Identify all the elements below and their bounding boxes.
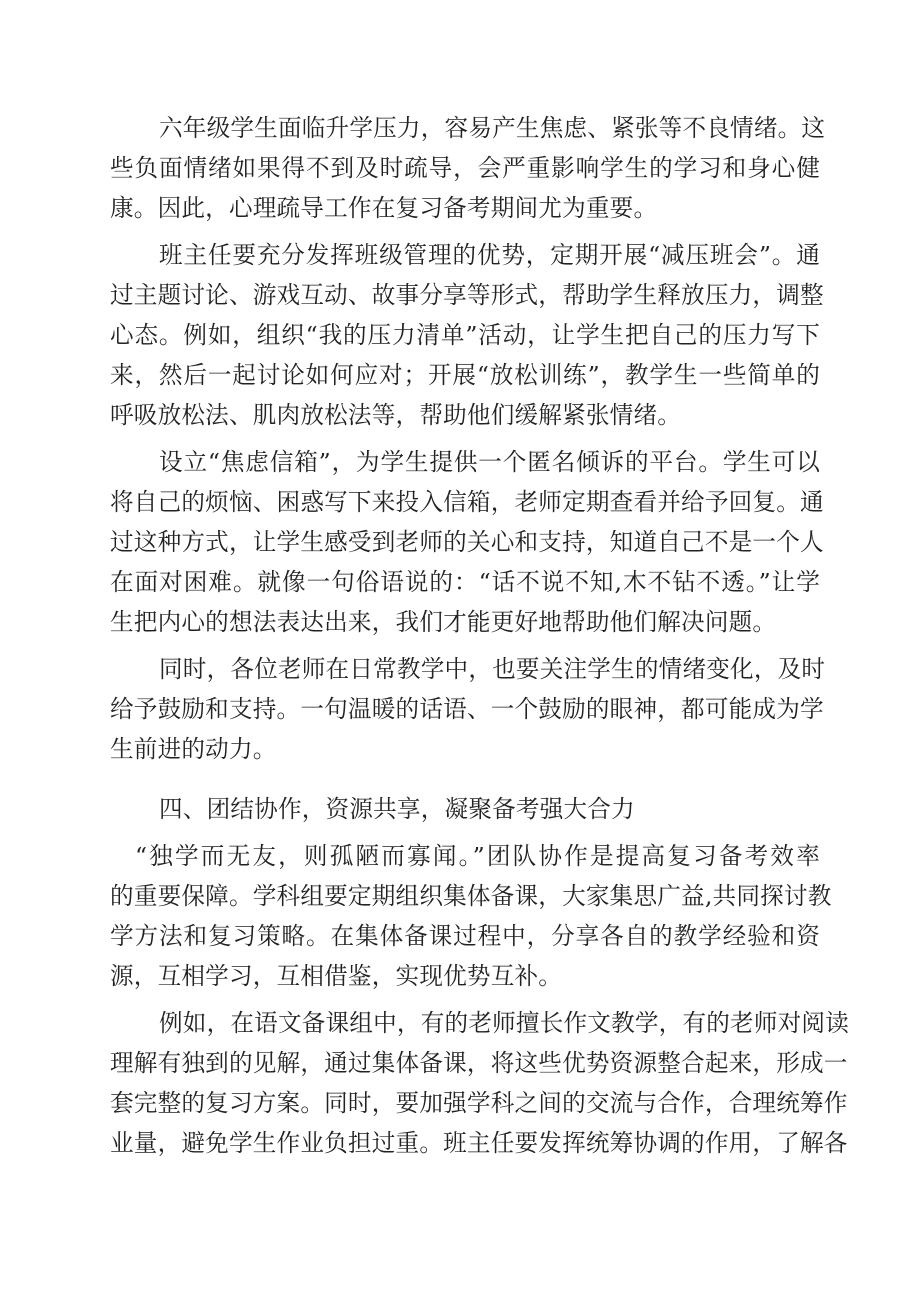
paragraph-2-line-2: 过主题讨论、游戏互动、故事分享等形式，帮助学生释放压力，调整	[110, 281, 824, 309]
paragraph-3-line-4: 在面对困难。就像一句俗语说的：“话不说不知,木不钻不透。”让学	[110, 568, 820, 596]
paragraph-2-line-5: 呼吸放松法、肌肉放松法等，帮助他们缓解紧张情绪。	[110, 401, 682, 429]
paragraph-6-line-1: 例如，在语文备课组中，有的老师擅长作文教学，有的老师对阅读	[159, 1009, 850, 1037]
paragraph-2-line-1: 班主任要充分发挥班级管理的优势，定期开展“减压班会”。通	[159, 241, 820, 269]
paragraph-1-line-2: 些负面情绪如果得不到及时疏导，会严重影响学生的学习和身心健	[110, 154, 820, 182]
paragraph-6-line-4: 业量，避免学生作业负担过重。班主任要发挥统筹协调的作用，了解各	[110, 1129, 848, 1157]
paragraph-1-line-3: 康。因此，心理疏导工作在复习备考期间尤为重要。	[110, 194, 658, 222]
paragraph-2-line-3: 心态。例如，组织“我的压力清单”活动，让学生把自己的压力写下	[110, 321, 820, 349]
paragraph-5-line-1: “独学而无友，则孤陋而寡闻。”团队协作是提高复习备考效率	[135, 842, 820, 870]
paragraph-6-line-3: 套完整的复习方案。同时，要加强学科之间的交流与合作，合理统筹作	[110, 1089, 848, 1117]
paragraph-4-line-3: 生前进的动力。	[110, 735, 277, 763]
paragraph-2-line-4: 来，然后一起讨论如何应对；开展“放松训练”，教学生一些简单的	[110, 361, 820, 389]
paragraph-5-line-4: 源，互相学习，互相借鉴，实现优势互补。	[110, 962, 563, 990]
paragraph-6-line-2: 理解有独到的见解，通过集体备课，将这些优势资源整合起来，形成一	[110, 1049, 848, 1077]
paragraph-4-line-2: 给予鼓励和支持。一句温暖的话语、一个鼓励的眼神，都可能成为学	[110, 695, 824, 723]
paragraph-5-line-2: 的重要保障。学科组要定期组织集体备课，大家集思广益,共同探讨教	[110, 882, 832, 910]
section-heading: 四、团结协作，资源共享，凝聚备考强大合力	[159, 795, 635, 823]
paragraph-1-line-1: 六年级学生面临升学压力，容易产生焦虑、紧张等不良情绪。这	[159, 114, 826, 142]
paragraph-3-line-1: 设立“焦虑信箱”，为学生提供一个匿名倾诉的平台。学生可以	[159, 448, 820, 476]
paragraph-4-line-1: 同时，各位老师在日常教学中，也要关注学生的情绪变化，及时	[159, 655, 826, 683]
paragraph-5-line-3: 学方法和复习策略。在集体备课过程中，分享各自的教学经验和资	[110, 922, 820, 950]
paragraph-3-line-2: 将自己的烦恼、困惑写下来投入信箱，老师定期查看并给予回复。通	[110, 488, 824, 516]
paragraph-3-line-5: 生把内心的想法表达出来，我们才能更好地帮助他们解决问题。	[110, 608, 777, 636]
paragraph-3-line-3: 过这种方式，让学生感受到老师的关心和支持，知道自己不是一个人	[110, 528, 824, 556]
